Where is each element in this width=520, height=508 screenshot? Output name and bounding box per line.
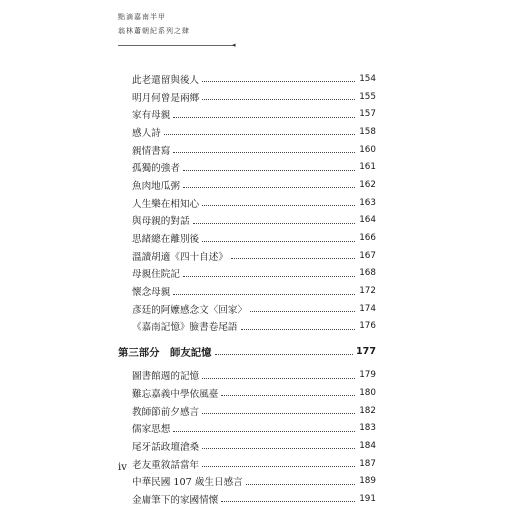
- toc-entry-page: 158: [359, 126, 376, 137]
- toc-entry-title: 儒家思想: [132, 424, 171, 436]
- toc-entry: [118, 247, 376, 265]
- toc-leader: [246, 484, 355, 485]
- toc-entry-title: 尾牙話政壇滄桑: [132, 441, 200, 453]
- toc-entry-title: 與母親的對話: [132, 216, 190, 228]
- toc-leader: [183, 187, 355, 188]
- header-rule: [118, 45, 234, 46]
- toc-entry-title: 溫讀胡適《四十自述》: [132, 251, 228, 263]
- toc-leader: [202, 241, 355, 242]
- toc-entry-page: 179: [359, 370, 376, 381]
- toc-entry-page: 174: [359, 303, 376, 314]
- toc-leader: [173, 294, 355, 295]
- toc-entry: [118, 70, 376, 88]
- toc-leader: [215, 354, 353, 355]
- toc-entry-page: 164: [359, 215, 376, 226]
- toc-leader: [231, 258, 355, 259]
- toc-entry-title: 懷念母親: [132, 287, 171, 299]
- toc-entry: [118, 490, 376, 508]
- toc-entry: [118, 141, 376, 159]
- toc-entry: [118, 158, 376, 176]
- toc-entry-title: 孤獨的強者: [132, 163, 180, 175]
- header-title: 點滴嘉南半甲: [118, 13, 166, 21]
- toc-entry: [118, 194, 376, 212]
- toc-entry: [118, 265, 376, 283]
- toc-entry-page: 163: [359, 197, 376, 208]
- toc-leader: [221, 395, 355, 396]
- toc-entry-page: 157: [359, 109, 376, 120]
- toc-entry-page: 154: [359, 73, 376, 84]
- toc-entry-title: 感人詩: [132, 127, 161, 139]
- toc-entry-title: 難忘嘉義中學依風臺: [132, 388, 219, 400]
- toc-entry-page: 176: [359, 321, 376, 332]
- toc-leader: [193, 223, 355, 224]
- toc-entry: [118, 402, 376, 420]
- toc-entry-page: 155: [359, 91, 376, 102]
- toc-group-2: [118, 366, 376, 508]
- toc-entry-page: 182: [359, 405, 376, 416]
- toc-leader: [173, 117, 355, 118]
- toc-group-1: [118, 70, 376, 335]
- toc-entry-title: 彥廷的阿嬤感念文〈回家〉: [132, 304, 248, 316]
- toc-entry: [118, 366, 376, 384]
- toc-entry: [118, 176, 376, 194]
- toc-entry: [118, 282, 376, 300]
- toc-leader: [183, 276, 355, 277]
- toc-leader: [241, 329, 355, 330]
- toc-entry-title: 中華民國 107 歲生日感言: [132, 477, 243, 489]
- header-marker-icon: ◂: [232, 41, 236, 49]
- toc-entry-page: 187: [359, 458, 376, 469]
- toc-entry-page: 167: [359, 250, 376, 261]
- toc-section-title: 第三部分 師友記憶: [118, 346, 212, 359]
- toc-entry-title: 《嘉南記憶》臉書卷尾語: [132, 322, 238, 334]
- toc-leader: [183, 170, 355, 171]
- toc-entry-title: 明月何曾是兩鄉: [132, 92, 200, 104]
- toc-entry-page: 189: [359, 476, 376, 487]
- page-number: iv: [118, 462, 127, 473]
- toc-entry-title: 此老還留與後人: [132, 74, 200, 86]
- toc-entry: [118, 419, 376, 437]
- table-of-contents: [118, 70, 376, 508]
- toc-entry-title: 家有母親: [132, 110, 171, 122]
- toc-entry-title: 教師節前夕感言: [132, 406, 200, 418]
- toc-leader: [202, 466, 355, 467]
- toc-entry-page: 166: [359, 233, 376, 244]
- toc-leader: [202, 81, 355, 82]
- running-header: [118, 12, 190, 37]
- toc-leader: [202, 448, 355, 449]
- toc-leader: [221, 501, 355, 502]
- toc-entry-title: 人生樂在相知心: [132, 198, 200, 210]
- toc-entry: [118, 88, 376, 106]
- toc-section-page: 177: [355, 345, 376, 357]
- toc-entry: [118, 472, 376, 490]
- toc-entry: [118, 318, 376, 336]
- toc-leader: [164, 134, 355, 135]
- toc-entry-title: 親情書寫: [132, 145, 171, 157]
- toc-entry-title: 魚肉地瓜粥: [132, 180, 180, 192]
- header-subtitle: 翁林蕭朝紀系列之肆: [118, 27, 190, 35]
- toc-entry-title: 思緒總在離別後: [132, 234, 200, 246]
- toc-entry-page: 168: [359, 268, 376, 279]
- toc-entry: [118, 455, 376, 473]
- toc-leader: [202, 99, 355, 100]
- toc-entry-page: 180: [359, 387, 376, 398]
- toc-leader: [173, 431, 355, 432]
- toc-leader: [202, 413, 355, 414]
- toc-entry-page: 184: [359, 440, 376, 451]
- toc-entry-title: 金庸筆下的家國情懷: [132, 494, 219, 506]
- toc-entry-page: 191: [359, 493, 376, 504]
- toc-leader: [202, 378, 355, 379]
- toc-entry-page: 183: [359, 423, 376, 434]
- toc-leader: [202, 205, 355, 206]
- toc-entry-title: 母親住院記: [132, 269, 180, 281]
- toc-entry-page: 161: [359, 162, 376, 173]
- toc-entry: [118, 384, 376, 402]
- toc-leader: [173, 152, 355, 153]
- toc-entry: [118, 105, 376, 123]
- toc-leader: [250, 311, 355, 312]
- toc-entry: [118, 212, 376, 230]
- toc-entry: [118, 229, 376, 247]
- toc-entry: [118, 437, 376, 455]
- toc-entry-title: 老友重敘話當年: [132, 459, 200, 471]
- toc-section-heading: [118, 340, 376, 362]
- toc-entry: [118, 300, 376, 318]
- toc-entry-page: 160: [359, 144, 376, 155]
- toc-entry-page: 162: [359, 179, 376, 190]
- toc-entry-title: 圖書館週的記憶: [132, 371, 200, 383]
- toc-entry: [118, 123, 376, 141]
- toc-entry-page: 172: [359, 286, 376, 297]
